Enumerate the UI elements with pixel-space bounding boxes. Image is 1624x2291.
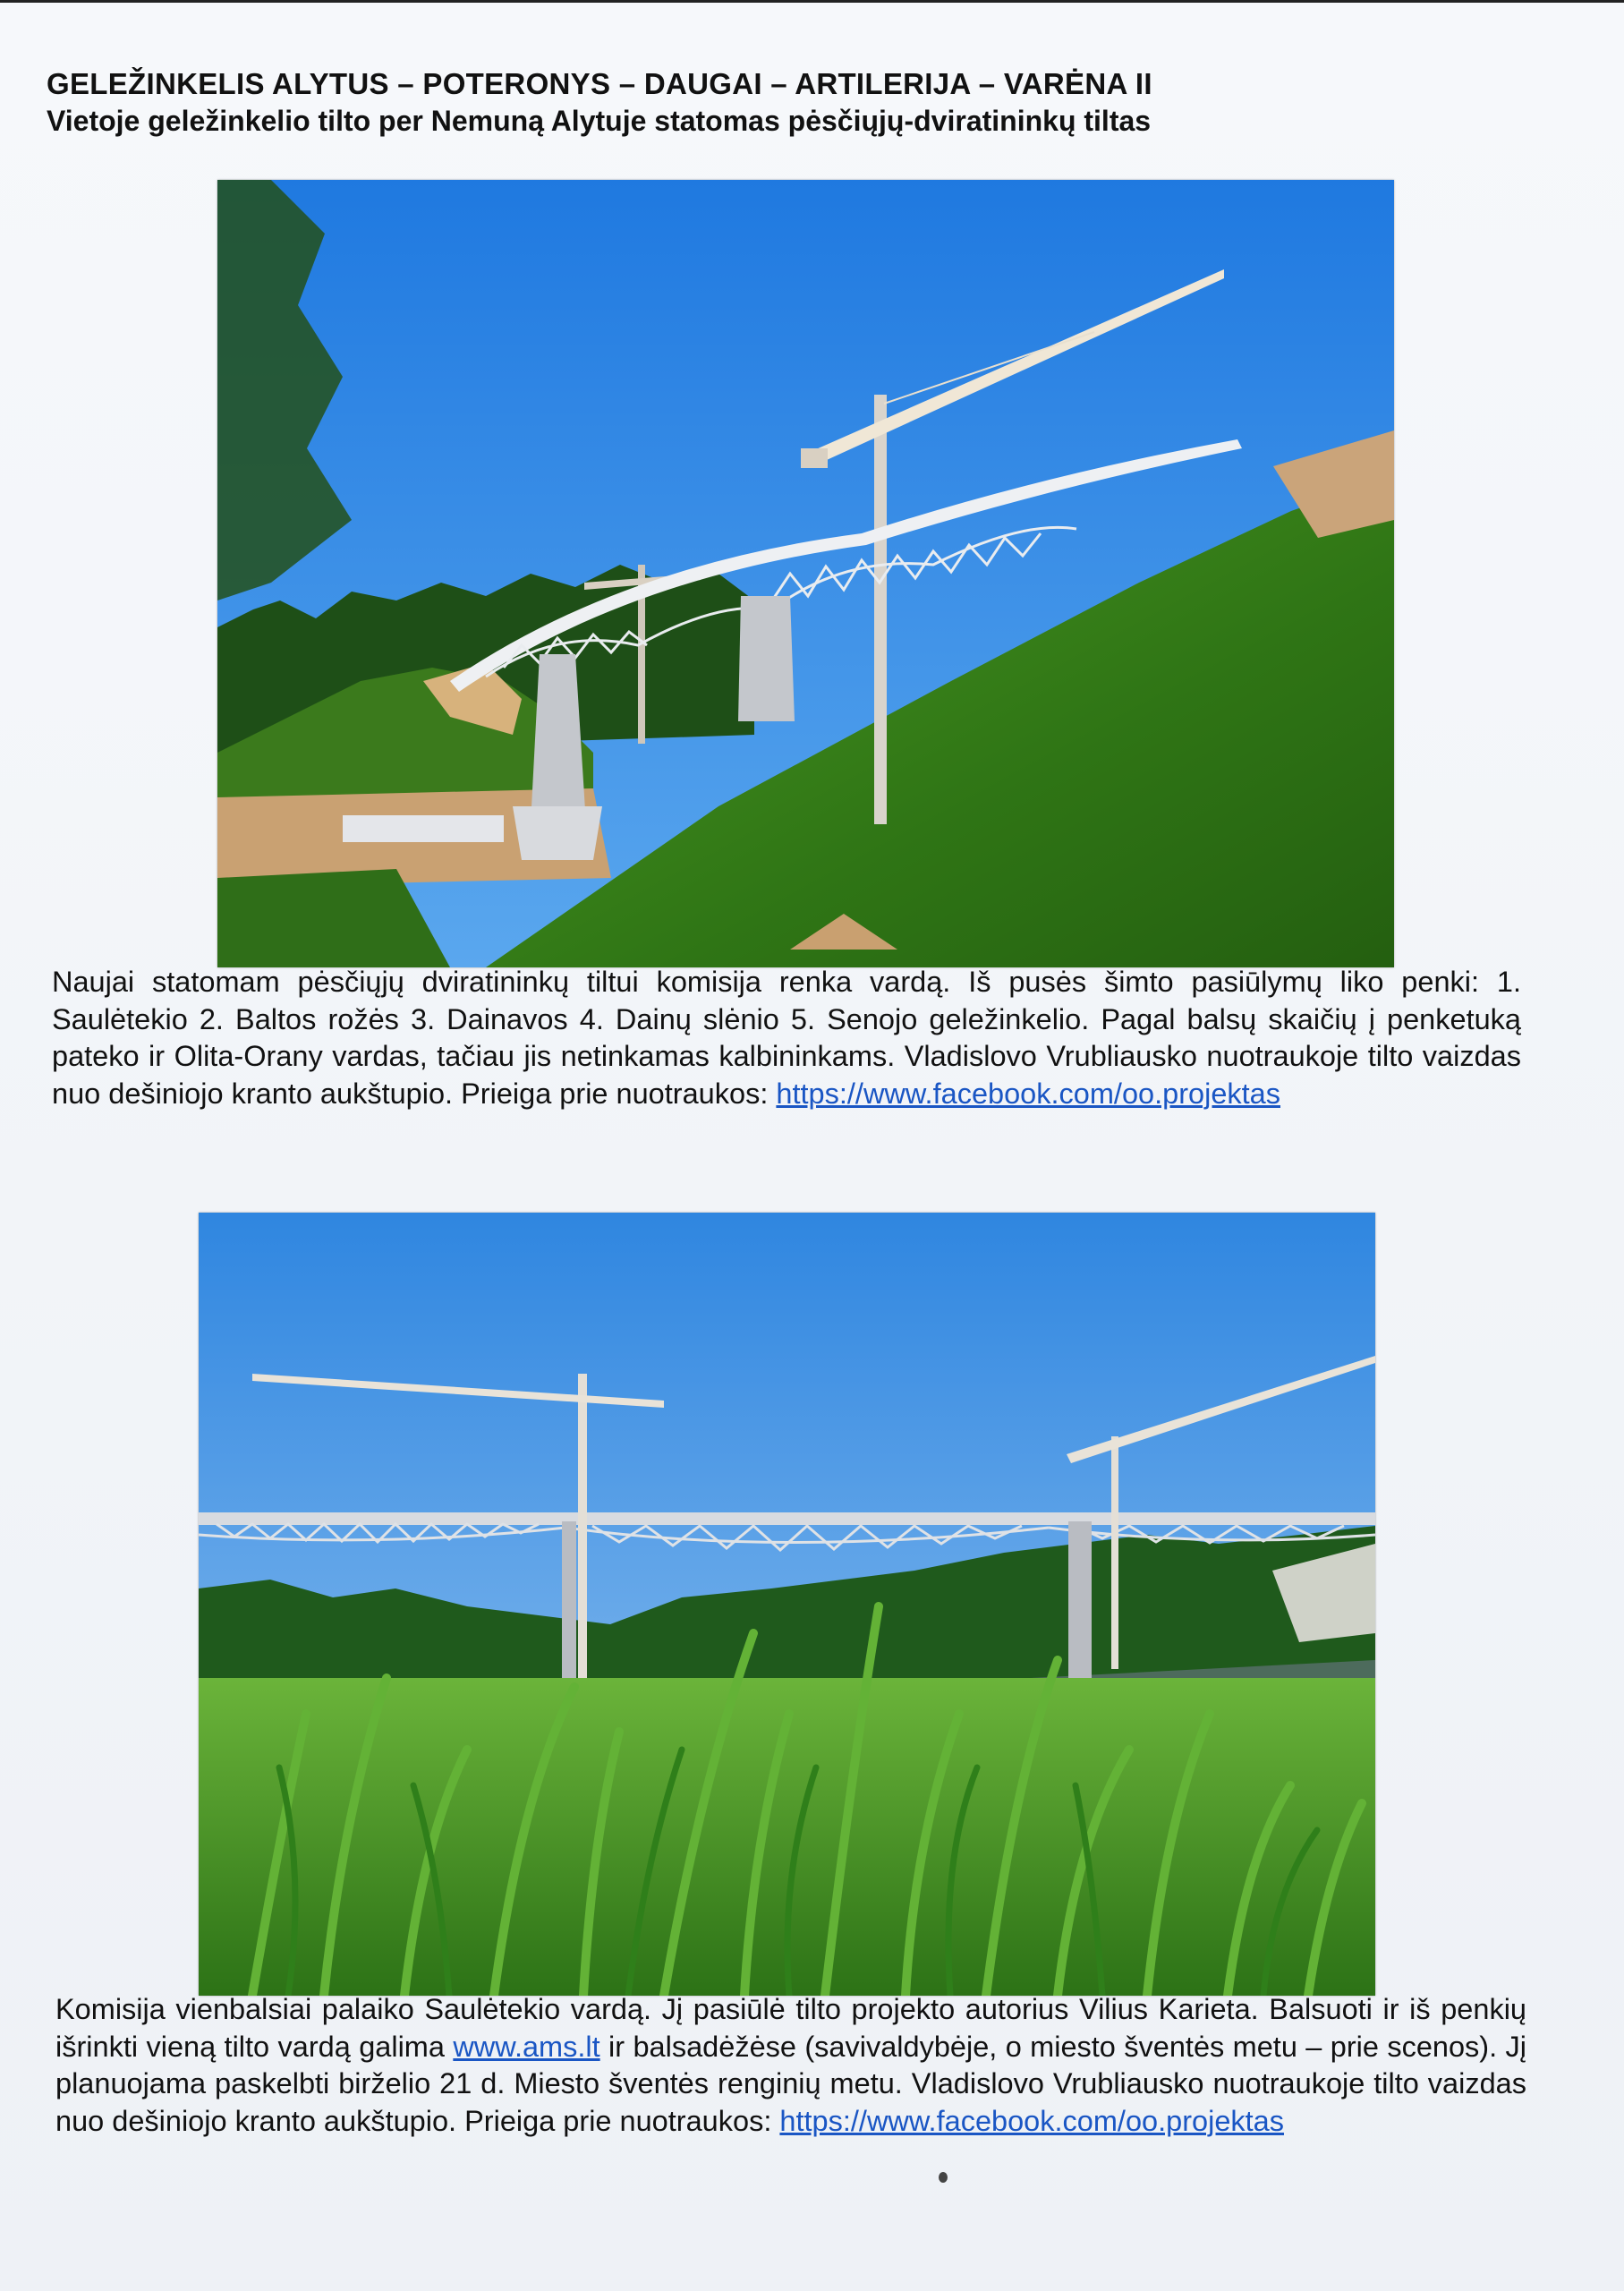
caption2-link-facebook[interactable]: https://www.facebook.com/oo.projektas [779,2104,1284,2137]
bridge-riverbank-image [199,1213,1375,1996]
bridge-hillside-image [217,180,1394,967]
page-subtitle: Vietoje geležinkelio tilto per Nemuną Alytuje statomas pėsčiųjų-dviratininkų tiltas [47,105,1152,137]
page-heading [47,65,1568,139]
caption2-text-a: Komisija vienbalsiai palaiko Saulėtekio vardą. Jį pasiūlė tilto projekto autorius Vilius Karieta. Balsuoti ir iš penkių išrinkti vieną tilto vardą galima [55,1993,1526,2063]
photo-bridge-riverbank [199,1213,1375,1996]
caption2-link-ams[interactable]: www.ams.lt [453,2030,600,2063]
caption1-text: Naujai statomam pėsčiųjų dviratininkų tiltui komisija renka vardą. Iš pusės šimto pasiūlymų liko penki: 1. Saulėtekio 2. Baltos rožės 3. Dainavos 4. Dainų slėnio 5. Senojo geležinkelio. Pagal balsų skaičių į penketuką pateko ir Olita-Orany vardas, tačiau jis netinkamas kalbininkams. Vladislovo Vrubliausko nuotraukoje tilto vaizdas nuo dešiniojo kranto aukštupio. Prieiga prie nuotraukos: [52,966,1521,1110]
photo2-caption [55,1991,1526,2140]
photo-bridge-hillside [217,180,1394,967]
page-title: GELEŽINKELIS ALYTUS – POTERONYS – DAUGAI – ARTILERIJA – VARĖNA II [47,67,1152,100]
caption1-link[interactable]: https://www.facebook.com/oo.projektas [776,1077,1280,1110]
scan-speck [939,2172,948,2183]
photo1-caption [52,964,1521,1112]
caption2-text-b: ir balsadėžėse (savivaldybėje, o miesto šventės metu – prie scenos). Jį planuojama paskelbti birželio 21 d. Miesto šventės renginių metu. Vladislovo Vrubliausko nuotraukoje tilto vaizdas nuo dešiniojo kranto aukštupio. Prieiga prie nuotraukos: [55,2030,1527,2137]
